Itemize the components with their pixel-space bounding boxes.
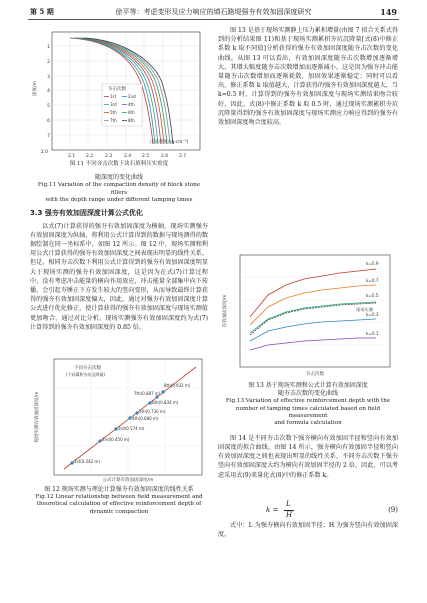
- fig12-point-label: 7th(0.887 m): [134, 390, 161, 396]
- fig13-caption-en3: and formula calculation: [274, 420, 342, 427]
- fig11-legend-item: 1st: [110, 94, 117, 99]
- fig12-caption-en3: dynamic compaction: [89, 508, 149, 515]
- fig13-series-label: k=0.9: [366, 261, 379, 266]
- fig11-caption-en2: with the depth range under different tamping times: [45, 197, 193, 204]
- svg-text:2.4: 2.4: [124, 154, 132, 159]
- svg-text:3: 3: [47, 75, 50, 80]
- fig12-legend-sub: (不同累积夯坑沉降量): [66, 371, 106, 377]
- fig13-caption-en: Fig.13 Variation of effective reinforcement depth with the: [225, 398, 391, 405]
- svg-text:7: 7: [47, 134, 50, 139]
- fig13-caption-en2: number of tamping times calculated based on field measurement: [235, 405, 381, 420]
- running-title: 徐平等：考虑变形及应力响应的填石路堤强夯有效加固深度研究: [115, 8, 312, 16]
- fig12-point-label: 6th(0.834 m): [152, 399, 179, 405]
- svg-text:5: 5: [47, 104, 50, 109]
- fig11-legend-item: 8th: [128, 118, 135, 123]
- svg-text:2.2: 2.2: [86, 154, 94, 159]
- equation-9: [218, 499, 398, 521]
- right-paragraph-1: 图 13 是基于现场实测静上压力累积增量(由图 7 拟合关系式得到的分析结果图 11)和基于现场实测累积夯坑沉降量[式(8)中修正系数 k 取不同值]分析获得的强夯有效加固深度随夯击次数的变化曲线。从图 13 可以看出，有效加固深度随夯击次数增加逐渐增大，其增大幅度随夯击次数增加而逐渐减小，这是因为强夯冲击能量随夯击次数增加而逐渐耗散，加固效果逐渐稳定；同时可以看出，修正系数 k 取值越大，计算获得的强夯有效加固深度越大，当 k=0.5 时，计算得到的强夯有效加固深度与现场实测结果吻合较好，因此，式(8)中修正系数 k 取 0.5 时，通过现场实测累积夯坑沉降量得到的强夯有效加固深度与现场实测应力响应得到的强夯有效加固深度吻合度较高。: [218, 27, 398, 127]
- equation-numerator: L: [286, 499, 291, 508]
- right-paragraph-3: 式中：L 为强夯横向有效加固半径；H 为强夯竖向有效加固深度。: [218, 521, 398, 539]
- fig11-legend-item: 3rd: [110, 102, 117, 107]
- fig13-series-label: k=0.1: [366, 331, 379, 336]
- page-number: 149: [380, 7, 397, 17]
- header-rule: [28, 19, 399, 20]
- left-column: [30, 26, 208, 516]
- fig11-caption-en: Fig.11 Variation of the compaction density of block stone fillers: [37, 182, 201, 196]
- fig13-series-label: k=0.5: [366, 293, 379, 298]
- fig11-legend-item: 7th: [110, 118, 117, 123]
- fig11-legend-item: 4th: [128, 102, 135, 107]
- fig11-xlabel: 压实密度/(g·cm⁻³): [150, 140, 189, 145]
- fig12-ylabel: 现场实测有效加固深度/m: [35, 391, 40, 443]
- svg-text:1: 1: [47, 45, 50, 50]
- fig13-caption-cn2: 随夯击次数的变化曲线: [277, 390, 338, 398]
- svg-text:2.5: 2.5: [142, 154, 150, 159]
- fig12-point-label: 5th(0.730 m): [139, 408, 166, 414]
- fig13-series-label: 现场实测: [356, 307, 373, 312]
- svg-text:6: 6: [47, 119, 50, 124]
- fig11-caption-cn: 图 11 不同夯击次数下块石填料压实密度: [69, 161, 169, 167]
- fig12-point-label: 3rd(0.574 m): [118, 425, 145, 431]
- fig12-point-label: 4th(0.680 m): [132, 415, 159, 421]
- fig13-xlabel: 夯击次数: [306, 372, 324, 377]
- svg-text:2.1: 2.1: [68, 154, 76, 159]
- fig12-point-label: 2nd(0.450 m): [102, 436, 130, 442]
- fig13-ylabel: 有效加固深度/m: [223, 294, 228, 328]
- svg-text:2.6: 2.6: [161, 154, 169, 159]
- fig11-legend-title: 夯击次数: [108, 87, 126, 92]
- fig11-ylabel: 深度/m: [33, 81, 38, 96]
- equation-tag: (9): [388, 505, 398, 514]
- fig12-caption-cn: 图 12 现场实测与理论计算强夯有效加固深度的线性关系: [44, 485, 194, 493]
- fig12-legend-title: 不同夯击次数: [74, 365, 101, 371]
- right-paragraph-2: 图 14 是不同夯击次数下强夯横向有效加固半径和竖向有效加固深度的拟合曲线。由图 14 所示，强夯横向有效加固半径和竖向有效加固深度之间也表现出明显的线性关系，不同夯击次数下强夯竖向有效加固深度大约为横向有效加固半径的 2 倍，因此，可以考虑采用式(9)来量化式(8)中的修正系数 k。: [218, 434, 398, 479]
- svg-text:2.3: 2.3: [105, 154, 113, 159]
- fig13-series-k01: [250, 338, 376, 350]
- fig13-chart: [218, 251, 398, 379]
- section-title: 3.3 强夯有效加固深度计算公式优化: [30, 209, 143, 218]
- issue-label: 第 5 期: [30, 7, 54, 16]
- fig13-series-label: k=0.7: [366, 278, 379, 283]
- fig12-chart: [30, 355, 208, 483]
- svg-text:2.7: 2.7: [179, 154, 187, 159]
- svg-text:4: 4: [47, 89, 50, 94]
- fig12-point-label: 1st(0.242 m): [74, 458, 100, 464]
- equation-denominator: H: [286, 510, 293, 519]
- svg-text:2.0: 2.0: [40, 150, 48, 155]
- fig11-legend: [102, 84, 142, 126]
- right-column: [218, 26, 398, 540]
- fig13-series-label: k=0.3: [366, 312, 379, 317]
- svg-text:2: 2: [47, 60, 50, 65]
- equation-lhs: k =: [266, 505, 279, 514]
- left-paragraph: 以式(7)计算获得的强夯有效加固深度为横轴，现场实测强夯有效加固深度为纵轴，将利用公式计算得到的数据与现场测得的数据绘制在同一坐标系中，如图 12 所示。图 12 中，现场实测和利用公式计算获得的强夯有效加固深度之间表现出明显的线性关系，但是，相同夯击次数下利用公式计算得到的强夯有效加固深度明显大于现场实测的强夯有效加固深度，这是因为在式(7)计算过程中，没有考虑冲击能量的横向作用效应，冲击能量全部集中向下传播，会引起夯锤正下方发生较大的竖向变形，从而导致最终计算获得的强夯有效加固深度偏大，因此，通过对强夯有效加固深度计算公式进行优化修正，使计算获得的强夯有效加固深度与现场实测值更加吻合，通过对比分析，现场实测强夯有效加固深度约为式(7)计算得到的强夯有效加固深度的 0.85 倍。: [30, 222, 208, 331]
- fig11-caption-cn2: 随深度的变化曲线: [94, 174, 143, 182]
- fig11-legend-item: 2nd: [128, 94, 136, 99]
- fig11-legend-item: 6th: [128, 110, 135, 115]
- fig13-caption-cn: 图 13 基于现场实测和公式计算有效加固深度: [248, 382, 368, 390]
- fig11-legend-item: 5th: [110, 110, 117, 115]
- fig12-caption-en: Fig.12 Linear relationship between field measurement and: [35, 493, 203, 500]
- fig11-chart: [30, 26, 208, 174]
- fig12-caption-en2: theoretical calculation of effective reinforcement depth of: [36, 501, 202, 508]
- fig12-point-label: 8th(0.932 m): [164, 382, 191, 388]
- fig12-xlabel: 公式计算有效加固深度/m: [102, 477, 154, 483]
